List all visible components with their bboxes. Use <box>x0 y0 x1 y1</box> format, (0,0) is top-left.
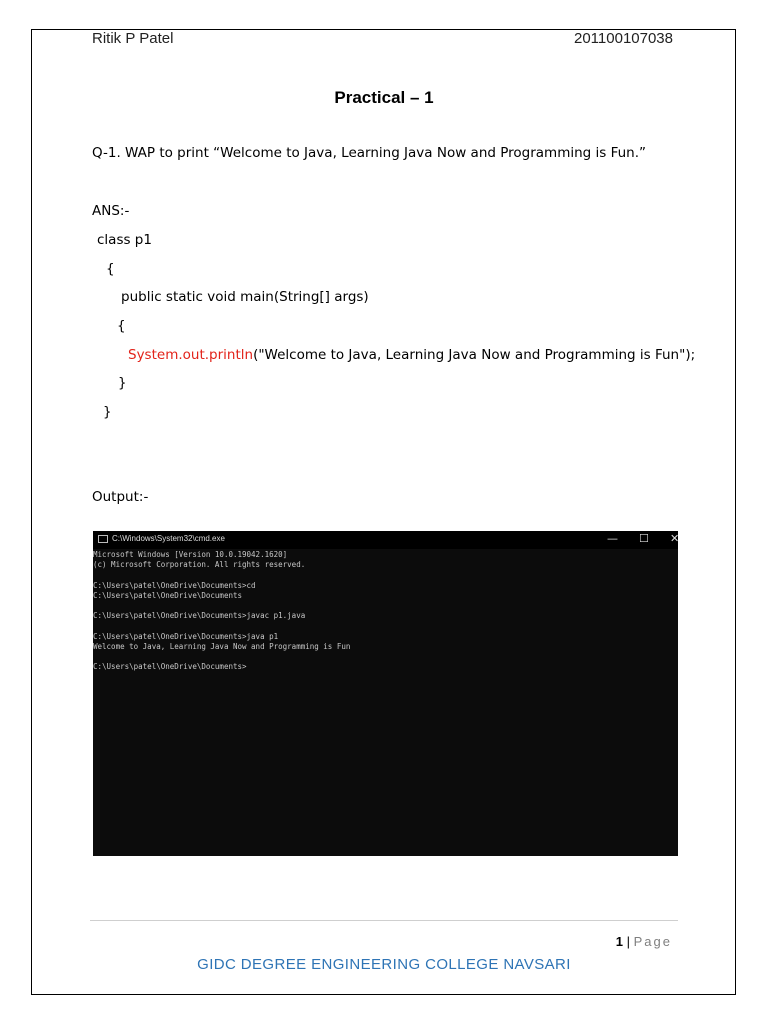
page-word: Page <box>633 934 672 949</box>
terminal-line <box>93 570 678 580</box>
terminal-line <box>93 601 678 611</box>
code-line-class: class p1 <box>97 232 152 248</box>
page-title: Practical – 1 <box>334 88 434 107</box>
terminal-screenshot <box>93 531 678 856</box>
college-name: GIDC DEGREE ENGINEERING COLLEGE NAVSARI <box>197 956 571 973</box>
terminal-line: C:\Users\patel\OneDrive\Documents>javac p1.java <box>93 611 306 621</box>
cmd-icon <box>98 535 108 543</box>
footer-divider <box>90 920 678 921</box>
terminal-line: (c) Microsoft Corporation. All rights reserved. <box>93 560 306 570</box>
terminal-line: Microsoft Windows [Version 10.0.19042.1620] <box>93 550 288 559</box>
close-icon[interactable]: ✕ <box>670 532 680 545</box>
question-text: Q-1. WAP to print “Welcome to Java, Learning Java Now and Programming is Fun.” <box>92 145 647 161</box>
code-line-method-open-brace: { <box>117 318 126 334</box>
minimize-icon[interactable]: — <box>607 532 618 545</box>
code-line-open-brace: { <box>106 261 115 277</box>
terminal-body <box>93 549 678 672</box>
code-line-main-method: public static void main(String[] args) <box>121 289 369 305</box>
code-println-call: System.out.println <box>128 347 254 363</box>
code-println-args: ("Welcome to Java, Learning Java Now and Programming is Fun"); <box>253 347 696 363</box>
code-line-method-close-brace: } <box>118 375 127 391</box>
page-number <box>616 934 672 949</box>
terminal-line <box>93 621 678 631</box>
terminal-line: C:\Users\patel\OneDrive\Documents <box>93 590 243 600</box>
answer-label: ANS:- <box>92 203 130 219</box>
terminal-line: Welcome to Java, Learning Java Now and Programming is Fun <box>93 641 351 651</box>
terminal-title: C:\Windows\System32\cmd.exe <box>112 534 225 543</box>
output-label: Output:- <box>92 489 149 505</box>
terminal-line: C:\Users\patel\OneDrive\Documents> <box>93 662 247 672</box>
terminal-titlebar <box>93 531 678 549</box>
code-line-println <box>128 347 695 363</box>
page-number-value: 1 <box>615 934 623 949</box>
maximize-icon[interactable]: ☐ <box>639 532 649 545</box>
header-enrollment-id: 201100107038 <box>574 30 673 47</box>
page-separator: | <box>626 934 630 949</box>
terminal-line <box>93 652 678 662</box>
header-author-name: Ritik P Patel <box>92 30 174 47</box>
terminal-line: C:\Users\patel\OneDrive\Documents>cd <box>93 580 256 590</box>
terminal-line: C:\Users\patel\OneDrive\Documents>java p1 <box>93 631 279 641</box>
code-line-close-brace: } <box>103 404 112 420</box>
